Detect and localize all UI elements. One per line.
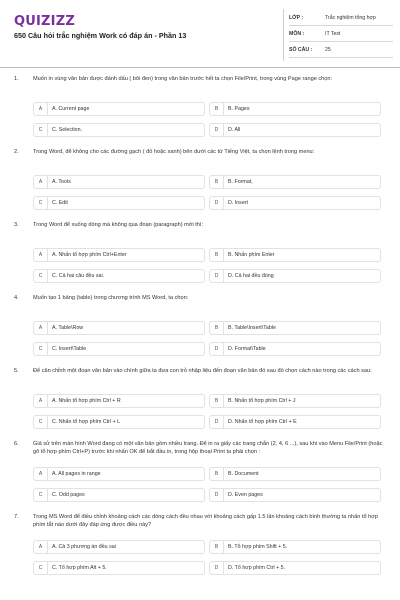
question-number: 4. [14, 295, 19, 301]
option-text: B. Document [228, 471, 259, 477]
option-letter: C [34, 343, 48, 355]
question-text: Trong Word để xuống dòng mà không qua đoạn (paragraph) mới thì: [33, 222, 204, 228]
option-letter: A [34, 468, 48, 480]
option-text: B. Tổ hợp phím Shift + 5. [228, 544, 288, 550]
option-text: D. Even pages [228, 492, 263, 498]
option-text: D. All [228, 127, 241, 133]
option-letter: A [34, 322, 48, 334]
option-text: A. Table\Row [52, 325, 84, 331]
question-number: 5. [14, 368, 19, 374]
option-text: B. Pages [228, 106, 250, 112]
answer-option[interactable] [33, 467, 205, 481]
option-letter: B [210, 322, 224, 334]
option-letter: A [34, 249, 48, 261]
option-letter: D [210, 197, 224, 209]
answer-option[interactable] [209, 102, 381, 116]
answer-options [33, 248, 385, 283]
question-item [0, 149, 400, 210]
answer-option[interactable] [209, 269, 381, 283]
answer-option[interactable] [209, 561, 381, 575]
answer-options [33, 102, 385, 137]
option-text: C. Nhấn tổ hợp phím Ctrl + L [52, 419, 121, 425]
option-text: D. Nhấn tổ hợp phím Ctrl + E [228, 419, 297, 425]
option-text: B. Nhấn tổ hợp phím Ctrl + J [228, 398, 296, 404]
answer-option[interactable] [33, 248, 205, 262]
answer-option[interactable] [209, 175, 381, 189]
answer-option[interactable] [209, 248, 381, 262]
option-letter: C [34, 270, 48, 282]
meta-row-count [289, 43, 393, 58]
question-item [0, 295, 400, 356]
option-text: D. Tổ hợp phím Ctrl + 5. [228, 565, 286, 571]
question-text: Trong MS Word để điều chỉnh khoảng cách các dòng cách đều nhau với khoảng cách gấp 1.5 lần khoảng cách bình thường ta nhấn tổ hợp phím tắt nào dưới đây đáp ứng được điều này? [33, 514, 379, 528]
option-text: A. All pages in range [52, 471, 101, 477]
question-number: 1. [14, 76, 19, 82]
option-letter: B [210, 395, 224, 407]
answer-options [33, 321, 385, 356]
answer-option[interactable] [33, 102, 205, 116]
option-text: A. Cả 3 phương án đều sai [52, 544, 116, 550]
option-letter: B [210, 468, 224, 480]
page-header [0, 0, 400, 64]
question-text: Để căn chỉnh một đoạn văn bản vào chính giữa ta đưa con trỏ nhập liệu đến đoạn văn bản đó sau đó chọn cách nào trong các cách sau: [33, 368, 372, 374]
answer-option[interactable] [33, 540, 205, 554]
question-text: Trong Word, để không cho các đường gạch ( đỏ hoặc xanh) bên dưới các từ Tiếng Việt, ta chọn lệnh trong menu: [33, 149, 315, 155]
page-title: 650 Câu hỏi trắc nghiệm Work có đáp án - Phần 13 [14, 31, 187, 40]
option-letter: A [34, 541, 48, 553]
meta-label: LỚP : [289, 15, 304, 21]
option-letter: B [210, 249, 224, 261]
question-item [0, 76, 400, 137]
option-text: C. Tổ hợp phím Alt + 5. [52, 565, 107, 571]
question-text: Giả sử trên màn hình Word đang có một văn bản gồm nhiều trang. Để in ra giấy các trang chẵn (2, 4, 6 ...), sau khi vào Menu File/Print (hoặc gõ tổ hợp phím Ctrl+P) trước khi nhấn OK để bắt đầu in, trong hộp thoại Print ta phải chọn : [33, 441, 383, 455]
answer-option[interactable] [209, 467, 381, 481]
option-letter: C [34, 124, 48, 136]
answer-option[interactable] [33, 269, 205, 283]
answer-option[interactable] [33, 123, 205, 137]
answer-option[interactable] [209, 415, 381, 429]
option-letter: C [34, 416, 48, 428]
meta-value: IT Test [325, 31, 341, 37]
option-text: A. Nhấn tổ hợp phím Ctrl + R [52, 398, 121, 404]
answer-options [33, 467, 385, 502]
option-letter: D [210, 562, 224, 574]
answer-option[interactable] [33, 342, 205, 356]
header-divider [283, 9, 284, 61]
answer-option[interactable] [33, 561, 205, 575]
option-letter: B [210, 103, 224, 115]
option-text: C. Odd pages [52, 492, 85, 498]
meta-row-class [289, 11, 393, 26]
option-letter: C [34, 562, 48, 574]
question-number: 3. [14, 222, 19, 228]
meta-label: MÔN : [289, 31, 305, 37]
option-letter: A [34, 103, 48, 115]
answer-option[interactable] [209, 196, 381, 210]
answer-option[interactable] [33, 321, 205, 335]
option-text: C. Insert\Table [52, 346, 87, 352]
option-text: B. Format, [228, 179, 253, 185]
option-letter: D [210, 416, 224, 428]
option-text: D. Cả hai đều đúng [228, 273, 274, 279]
option-text: C. Edit [52, 200, 68, 206]
option-text: C. Selection. [52, 127, 83, 133]
answer-option[interactable] [209, 540, 381, 554]
answer-option[interactable] [33, 196, 205, 210]
option-letter: D [210, 343, 224, 355]
meta-value: Trắc nghiệm tổng hợp [325, 15, 376, 21]
answer-options [33, 175, 385, 210]
option-text: D. Insert [228, 200, 249, 206]
question-number: 6. [14, 441, 19, 447]
question-item [0, 222, 400, 283]
question-text: Muốn in vùng văn bản được đánh dấu ( bôi đen) trong văn bản trước hết ta chọn File/Print, trong vùng Page range chọn: [33, 76, 333, 82]
answer-option[interactable] [33, 488, 205, 502]
question-number: 2. [14, 149, 19, 155]
option-letter: D [210, 270, 224, 282]
option-letter: C [34, 197, 48, 209]
option-text: D. Format\Table [228, 346, 266, 352]
option-text: B. Nhấn phím Enter [228, 252, 275, 258]
option-text: A. Current page [52, 106, 90, 112]
option-letter: B [210, 176, 224, 188]
answer-option[interactable] [209, 394, 381, 408]
answer-option[interactable] [209, 321, 381, 335]
option-letter: D [210, 489, 224, 501]
question-text: Muốn tạo 1 bảng (table) trong chương trình MS Word, ta chọn: [33, 295, 189, 301]
header-separator [0, 67, 400, 68]
option-text: A. Tools [52, 179, 71, 185]
option-letter: B [210, 541, 224, 553]
meta-row-subject [289, 27, 393, 42]
question-item [0, 441, 400, 502]
answer-option[interactable] [209, 488, 381, 502]
answer-option[interactable] [33, 415, 205, 429]
meta-label: SỐ CÂU : [289, 47, 313, 53]
option-letter: C [34, 489, 48, 501]
answer-option[interactable] [209, 123, 381, 137]
option-text: A. Nhấn tổ hợp phím Ctrl+Enter [52, 252, 127, 258]
question-item [0, 514, 400, 575]
answer-options [33, 394, 385, 429]
quizizz-logo: QUIZIZZ [14, 14, 75, 29]
option-text: B. Table\Insert\Table [228, 325, 276, 331]
question-item [0, 368, 400, 429]
meta-value: 25 [325, 47, 331, 53]
answer-option[interactable] [209, 342, 381, 356]
question-number: 7. [14, 514, 19, 520]
option-letter: D [210, 124, 224, 136]
question-list [0, 76, 400, 587]
option-letter: A [34, 176, 48, 188]
answer-option[interactable] [33, 175, 205, 189]
answer-options [33, 540, 385, 575]
option-text: C. Cả hai câu đều sai. [52, 273, 105, 279]
option-letter: A [34, 395, 48, 407]
answer-option[interactable] [33, 394, 205, 408]
